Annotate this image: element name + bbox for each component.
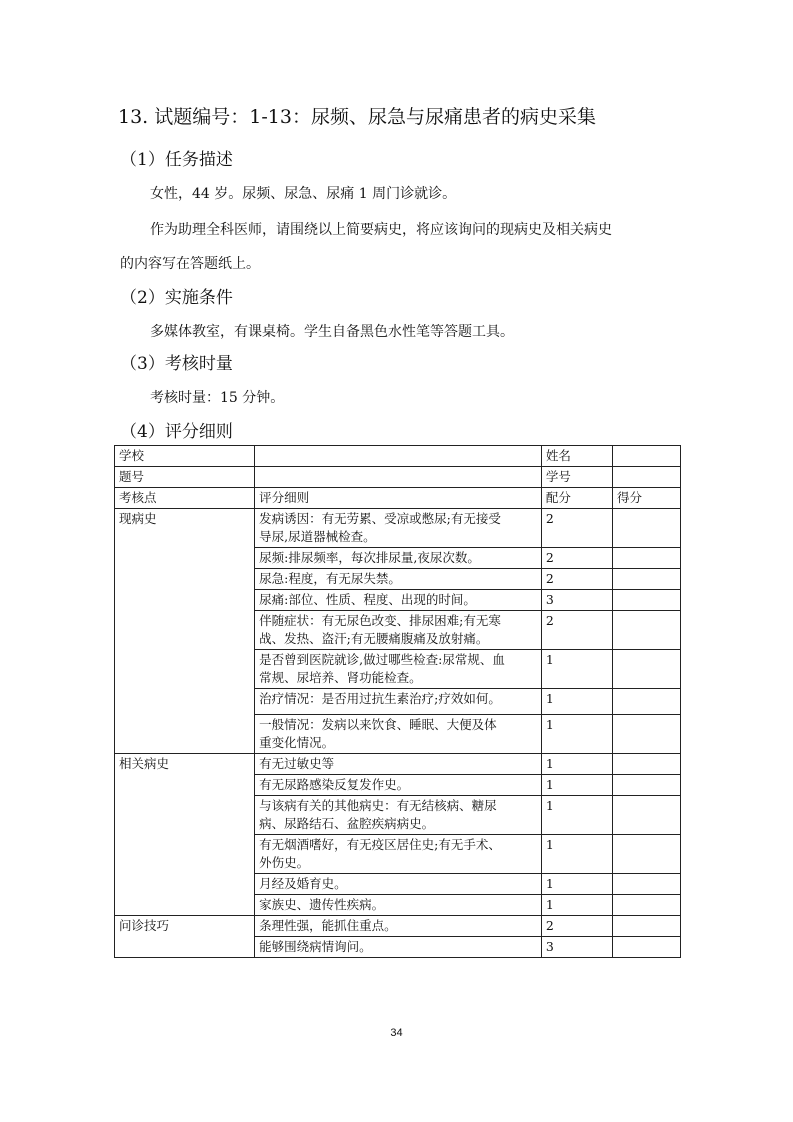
criteria-cell	[255, 937, 542, 958]
earned-score-cell	[613, 689, 681, 715]
earned-score-cell	[613, 895, 681, 916]
table-header-row	[115, 488, 681, 509]
earned-score-cell	[613, 796, 681, 835]
criteria-line: 能够围绕病情询问。	[259, 939, 372, 954]
criteria-cell	[255, 590, 542, 611]
score-cell: 1	[541, 835, 612, 874]
conditions-heading: （2）实施条件	[120, 288, 233, 308]
criteria-line: 条理性强，能抓住重点。	[259, 918, 397, 933]
criteria-line: 导尿,尿道器械检查。	[259, 529, 376, 544]
score-cell: 2	[541, 611, 612, 650]
criteria-cell	[255, 650, 542, 689]
criteria-cell	[255, 611, 542, 650]
assessment-point-cell: 现病史	[115, 509, 255, 754]
score-cell: 1	[541, 874, 612, 895]
criteria-line: 家族史、遗传性疾病。	[259, 897, 385, 912]
criteria-cell	[255, 754, 542, 775]
criteria-line: 是否曾到医院就诊,做过哪些检查:尿常规、血	[259, 652, 505, 667]
earned-score-cell	[613, 874, 681, 895]
question-label: 题号	[115, 467, 255, 488]
criteria-cell	[255, 715, 542, 754]
name-label: 姓名	[541, 446, 612, 467]
earned-score-cell	[613, 569, 681, 590]
conditions-line-1: 多媒体教室，有课桌椅。学生自备黑色水性笔等答题工具。	[150, 324, 514, 340]
score-cell: 1	[541, 895, 612, 916]
score-cell: 1	[541, 796, 612, 835]
school-value-cell	[255, 446, 542, 467]
criteria-line: 月经及婚育史。	[259, 876, 347, 891]
question-value-cell	[255, 467, 542, 488]
score-cell: 1	[541, 715, 612, 754]
earned-score-cell	[613, 916, 681, 937]
criteria-line: 有无尿路感染反复发作史。	[259, 777, 410, 792]
scoring-table	[114, 445, 681, 958]
earned-score-cell	[613, 775, 681, 796]
criteria-cell	[255, 569, 542, 590]
criteria-cell	[255, 874, 542, 895]
score-cell: 1	[541, 754, 612, 775]
score-cell: 3	[541, 590, 612, 611]
criteria-line: 一般情况：发病以来饮食、睡眠、大便及体	[259, 717, 497, 732]
criteria-line: 尿痛:部位、性质、程度、出现的时间。	[259, 592, 476, 607]
criteria-line: 有无烟酒嗜好，有无疫区居住史;有无手术、	[259, 837, 501, 852]
table-row	[115, 754, 681, 775]
question-title: 13. 试题编号：1-13：尿频、尿急与尿痛患者的病史采集	[118, 106, 596, 128]
student-id-value-cell	[613, 467, 681, 488]
criteria-cell	[255, 796, 542, 835]
earned-score-cell	[613, 509, 681, 548]
criteria-cell	[255, 895, 542, 916]
header-criteria: 评分细则	[255, 488, 542, 509]
earned-score-cell	[613, 650, 681, 689]
criteria-cell	[255, 835, 542, 874]
criteria-line: 常规、尿培养、肾功能检查。	[259, 670, 422, 685]
school-label: 学校	[115, 446, 255, 467]
page-number: 34	[390, 1027, 403, 1039]
header-score: 配分	[541, 488, 612, 509]
criteria-line: 发病诱因：有无劳累、受凉或憋尿;有无接受	[259, 511, 501, 526]
earned-score-cell	[613, 937, 681, 958]
earned-score-cell	[613, 590, 681, 611]
criteria-cell	[255, 689, 542, 715]
criteria-cell	[255, 775, 542, 796]
criteria-line: 有无过敏史等	[259, 756, 335, 771]
criteria-cell	[255, 548, 542, 569]
score-cell: 1	[541, 775, 612, 796]
criteria-line: 尿频:排尿频率，每次排尿量,夜尿次数。	[259, 550, 480, 565]
criteria-line: 治疗情况：是否用过抗生素治疗;疗效如何。	[259, 691, 501, 706]
table-row	[115, 916, 681, 937]
table-row	[115, 509, 681, 548]
score-cell: 3	[541, 937, 612, 958]
score-cell: 1	[541, 689, 612, 715]
criteria-line: 与该病有关的其他病史：有无结核病、糖尿	[259, 798, 497, 813]
assessment-point-cell: 问诊技巧	[115, 916, 255, 958]
earned-score-cell	[613, 754, 681, 775]
header-earned: 得分	[613, 488, 681, 509]
criteria-line: 战、发热、盗汗;有无腰痛腹痛及放射痛。	[259, 631, 489, 646]
criteria-line: 病、尿路结石、盆腔疾病病史。	[259, 816, 435, 831]
criteria-line: 重变化情况。	[259, 735, 335, 750]
table-row-question	[115, 467, 681, 488]
time-line-1: 考核时量：15 分钟。	[150, 390, 285, 406]
score-cell: 2	[541, 509, 612, 548]
rubric-heading: （4）评分细则	[120, 422, 233, 442]
task-line-2: 作为助理全科医师，请围绕以上简要病史，将应该询问的现病史及相关病史	[150, 222, 612, 238]
assessment-point-cell: 相关病史	[115, 754, 255, 916]
table-row-school	[115, 446, 681, 467]
earned-score-cell	[613, 835, 681, 874]
score-cell: 2	[541, 916, 612, 937]
header-point: 考核点	[115, 488, 255, 509]
criteria-line: 伴随症状：有无尿色改变、排尿困难;有无寒	[259, 613, 501, 628]
earned-score-cell	[613, 611, 681, 650]
name-value-cell	[613, 446, 681, 467]
criteria-cell	[255, 509, 542, 548]
task-line-3: 的内容写在答题纸上。	[120, 256, 260, 272]
earned-score-cell	[613, 548, 681, 569]
criteria-line: 外伤史。	[259, 855, 310, 870]
criteria-cell	[255, 916, 542, 937]
time-heading: （3）考核时量	[120, 354, 233, 374]
score-cell: 1	[541, 650, 612, 689]
score-cell: 2	[541, 569, 612, 590]
criteria-line: 尿急:程度，有无尿失禁。	[259, 571, 401, 586]
task-line-1: 女性，44 岁。尿频、尿急、尿痛 1 周门诊就诊。	[150, 186, 457, 202]
student-id-label: 学号	[541, 467, 612, 488]
earned-score-cell	[613, 715, 681, 754]
task-heading: （1）任务描述	[120, 150, 233, 170]
score-cell: 2	[541, 548, 612, 569]
